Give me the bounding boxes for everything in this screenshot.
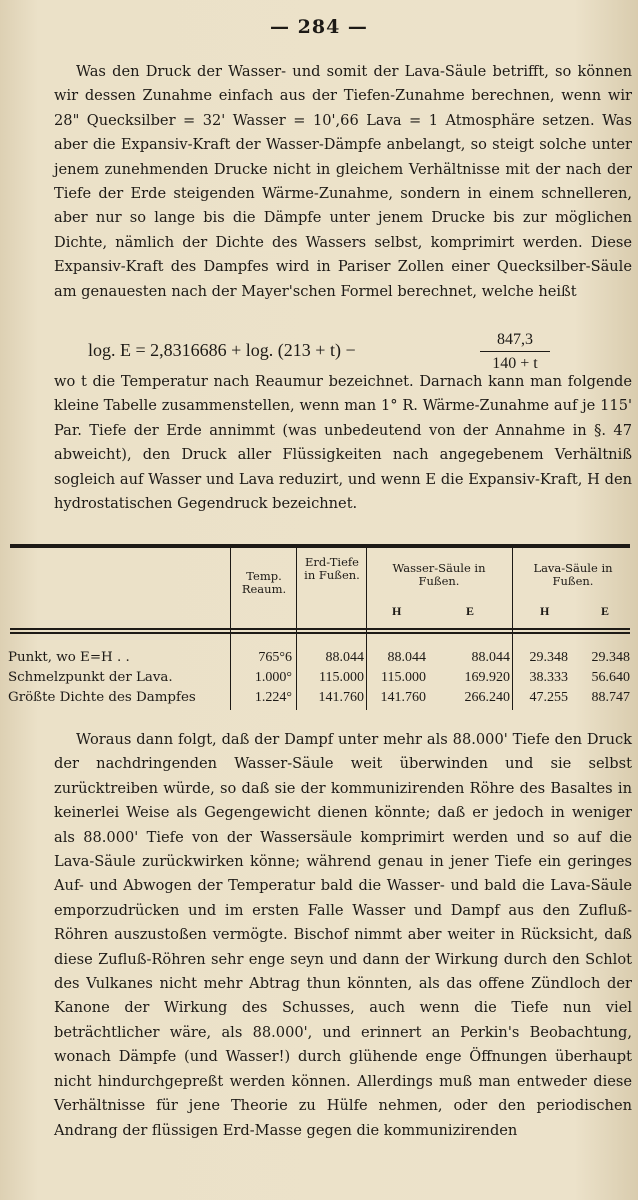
cell-depth: 141.760 [318, 690, 364, 705]
header-temp: Temp. Reaum. [241, 569, 287, 596]
header-water-e: E [466, 604, 475, 618]
cell-lava-e: 29.348 [591, 650, 630, 665]
table-row [8, 650, 632, 670]
paragraph-1 [54, 60, 632, 304]
table-header-rule-2 [10, 632, 630, 634]
header-water-h: H [392, 604, 402, 618]
formula-denominator: 140 + t [492, 355, 538, 372]
cell-water-e: 88.044 [471, 650, 510, 665]
formula-fraction [480, 330, 550, 374]
cell-water-h: 141.760 [380, 690, 426, 705]
header-water: Wasser-Säule in Fußen. [392, 561, 486, 588]
row-label: Punkt, wo E=H . . [8, 650, 130, 665]
cell-lava-e: 56.640 [591, 670, 630, 685]
cell-temp: 1.000° [254, 670, 292, 685]
row-label: Größte Dichte des Dampfes [8, 690, 196, 705]
cell-lava-h: 47.255 [529, 690, 568, 705]
cell-depth: 88.044 [325, 650, 364, 665]
paragraph-3-text: Woraus dann folgt, daß der Dampf unter mehr als 88.000' Tiefe den Druck der nachdringenden Wasser-Säule weit überwinden und sie selbst zurücktreiben würde, so daß sie der kommunizirenden Röhre des Basaltes in keinerlei Weise als Gegengewicht dienen könnte; daß er jedoch in weniger als 88.000' Tiefe von der Wassersäule komprimirt werden und so auf die Lava-Säule zurückwirken könne; während genau in jener Tiefe ein geringes Auf- und Abwogen der Temperatur bald die Wasser- und bald die Lava-Säule emporzudrücken und im ersten Falle Wasser und Dampf aus den Zufluß-Röhren auszustoßen vermögte. Bischof nimmt aber weiter in Rücksicht, daß diese Zufluß-Röhren sehr enge seyn und dann der Wirkung durch den Schlot des Vulkanes nicht mehr Abtrag thun könnten, als das offene Zündloch der Kanone der Wirkung des Schusses, auch wenn die Tiefe nun viel beträchtlicher wäre, als 88.000', und erinnert an Perkin's Beobachtung, wonach Dämpfe (und Wasser!) durch glühende enge Öffnungen überhaupt nicht hindurchgepreßt werden können. Allerdings muß man entweder diese Verhältnisse für jene Theorie zu Hülfe nehmen, oder den periodischen Andrang der flüssigen Erd-Masse gegen die kommunizirenden [54, 731, 632, 1139]
header-lava: Lava-Säule in Fußen. [533, 561, 613, 588]
page-number: — 284 — [270, 16, 368, 38]
fraction-bar [480, 351, 550, 352]
cell-water-h: 115.000 [381, 670, 426, 685]
header-lava-e: E [601, 604, 610, 618]
header-depth: Erd-Tiefe in Fußen. [304, 555, 360, 582]
formula-lhs: log. E = 2,8316686 + log. (213 + t) − [88, 340, 356, 360]
paragraph-3 [54, 728, 632, 1143]
table-row [8, 690, 632, 710]
header-lava-h: H [540, 604, 550, 618]
cell-temp: 765°6 [258, 650, 292, 665]
cell-lava-h: 29.348 [529, 650, 568, 665]
table-top-rule [10, 544, 630, 548]
table-header-rule [10, 628, 630, 630]
formula-numerator: 847,3 [497, 331, 533, 348]
cell-lava-e: 88.747 [591, 690, 630, 705]
cell-depth: 115.000 [319, 670, 364, 685]
cell-lava-h: 38.333 [529, 670, 568, 685]
paragraph-2: wo t die Temperatur nach Reaumur bezeichnet. Darnach kann man folgende kleine Tabelle zusammenstellen, wenn man 1° R. Wärme-Zunahme auf je 115' Par. Tiefe der Erde annimmt (was unbedeutend von der Annahme in §. 47 abweicht), den Druck aller Flüssigkeiten nach angegebenem Verhältniß sogleich auf Wasser und Lava reduzirt, und wenn E die Expansiv-Kraft, H den hydrostatischen Gegendruck bezeichnet. [54, 373, 632, 513]
cell-water-e: 169.920 [464, 670, 510, 685]
row-label: Schmelzpunkt der Lava. [8, 670, 173, 685]
paragraph-1-text: Was den Druck der Wasser- und somit der Lava-Säule betrifft, so können wir dessen Zunahme einfach aus der Tiefen-Zunahme berechnen, wenn wir 28" Quecksilber = 32' Wasser = 10',66 Lava = 1 Atmosphäre setzen. Was aber die Expansiv-Kraft der Wasser-Dämpfe anbelangt, so steigt solche unter jenem zunehmenden Drucke nicht in gleichem Verhältnisse mit der nach der Tiefe der Erde steigenden Wärme-Zunahme, sondern in einem schnelleren, aber nur so lange bis die Dämpfe unter jenem Drucke bis zur möglichen Dichte, nämlich der Dichte des Wassers selbst, komprimirt werden. Diese Expansiv-Kraft des Dampfes wird in Pariser Zollen einer Quecksilber-Säule am genauesten nach der Mayer'schen Formel berechnet, welche heißt [54, 63, 632, 300]
table-row [8, 670, 632, 690]
cell-water-e: 266.240 [464, 690, 510, 705]
cell-temp: 1.224° [254, 690, 292, 705]
cell-water-h: 88.044 [387, 650, 426, 665]
